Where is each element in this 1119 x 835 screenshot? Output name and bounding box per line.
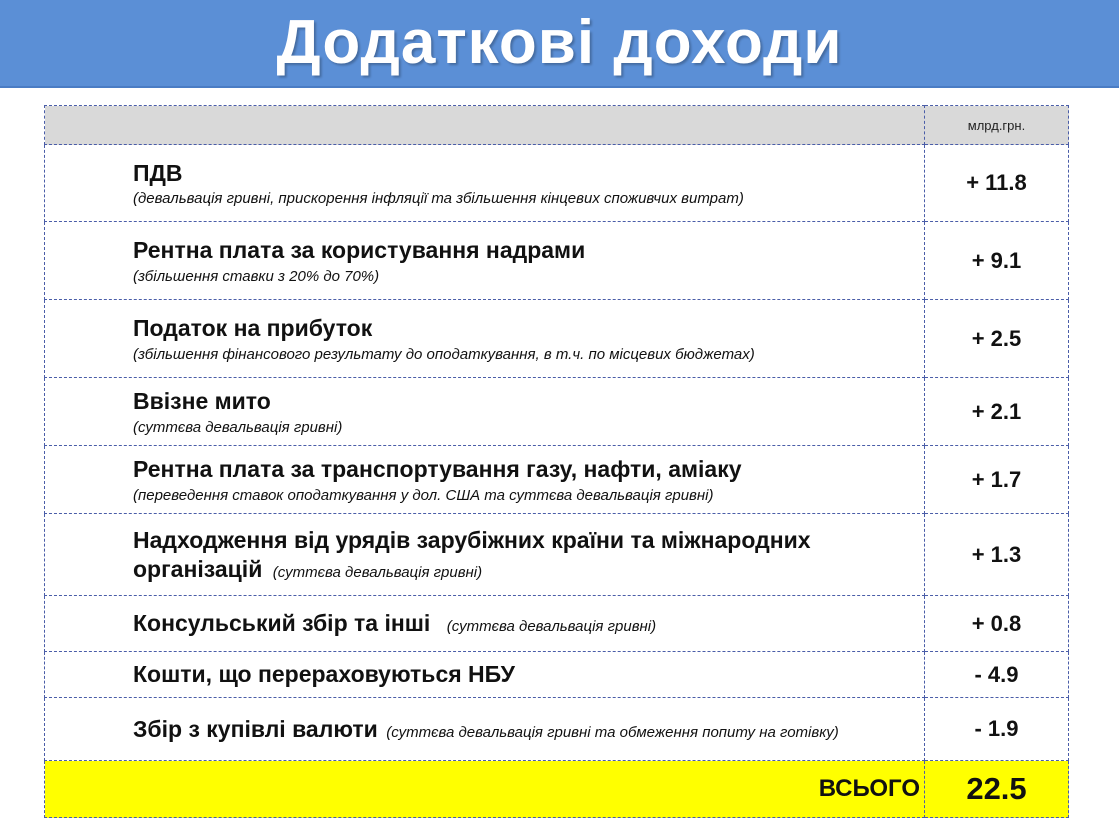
row-description: [45, 652, 925, 698]
table-row: [45, 446, 1069, 514]
unit-label: млрд.грн.: [925, 106, 1069, 145]
header-row: [45, 106, 1069, 145]
total-label: ВСЬОГО: [45, 761, 925, 818]
row-title: Консульський збір та інші: [133, 610, 431, 637]
table-row: [45, 222, 1069, 300]
row-value: + 2.5: [925, 300, 1069, 378]
row-value: + 11.8: [925, 145, 1069, 222]
row-value: - 1.9: [925, 698, 1069, 761]
row-title: Ввізне мито: [133, 388, 271, 415]
row-value: + 1.3: [925, 514, 1069, 596]
row-note: (суттєва девальвація гривні та обмеження попиту на готівку): [386, 723, 839, 741]
title-banner: [0, 0, 1119, 88]
row-note: (девальвація гривні, прискорення інфляції та збільшення кінцевих споживчих витрат): [133, 190, 744, 208]
row-title: Податок на прибуток: [133, 315, 373, 342]
table-row: [45, 300, 1069, 378]
total-row: [45, 761, 1069, 818]
table-row: [45, 145, 1069, 222]
row-description: [45, 378, 925, 446]
total-value: 22.5: [925, 761, 1069, 818]
row-title: Кошти, що перераховуються НБУ: [133, 661, 515, 688]
row-note: (суттєва девальвація гривні): [446, 618, 657, 636]
page-title: Додаткові доходи: [276, 8, 843, 77]
income-table: [44, 105, 1069, 818]
row-value: + 0.8: [925, 596, 1069, 652]
row-value: + 1.7: [925, 446, 1069, 514]
row-title: Збір з купівлі валюти: [133, 715, 378, 742]
table-row: [45, 378, 1069, 446]
row-note: (збільшення фінансового результату до оподаткування, в т.ч. по місцевих бюджетах): [133, 345, 755, 363]
row-description: [45, 300, 925, 378]
row-description: [45, 514, 925, 596]
row-note: (суттєва девальвація гривні): [272, 563, 483, 581]
table-row: [45, 698, 1069, 761]
row-value: + 2.1: [925, 378, 1069, 446]
table-row: [45, 514, 1069, 596]
row-title: Рентна плата за користування надрами: [133, 237, 586, 264]
table-row: [45, 652, 1069, 698]
header-blank-cell: [45, 106, 925, 145]
row-description: [45, 446, 925, 514]
row-value: - 4.9: [925, 652, 1069, 698]
row-description: [45, 222, 925, 300]
row-note: (суттєва девальвація гривні): [133, 418, 343, 436]
row-title: ПДВ: [133, 159, 183, 186]
row-value: + 9.1: [925, 222, 1069, 300]
row-description: [45, 698, 925, 761]
row-note: (збільшення ставки з 20% до 70%): [133, 267, 380, 285]
row-title: Надходження від урядів зарубіжних країни та міжнародних організацій: [133, 526, 811, 582]
row-description: [45, 596, 925, 652]
row-title: Рентна плата за транспортування газу, нафти, аміаку: [133, 456, 742, 483]
row-note: (переведення ставок оподаткування у дол. США та суттєва девальвація гривні): [133, 486, 714, 504]
row-description: [45, 145, 925, 222]
table-row: [45, 596, 1069, 652]
